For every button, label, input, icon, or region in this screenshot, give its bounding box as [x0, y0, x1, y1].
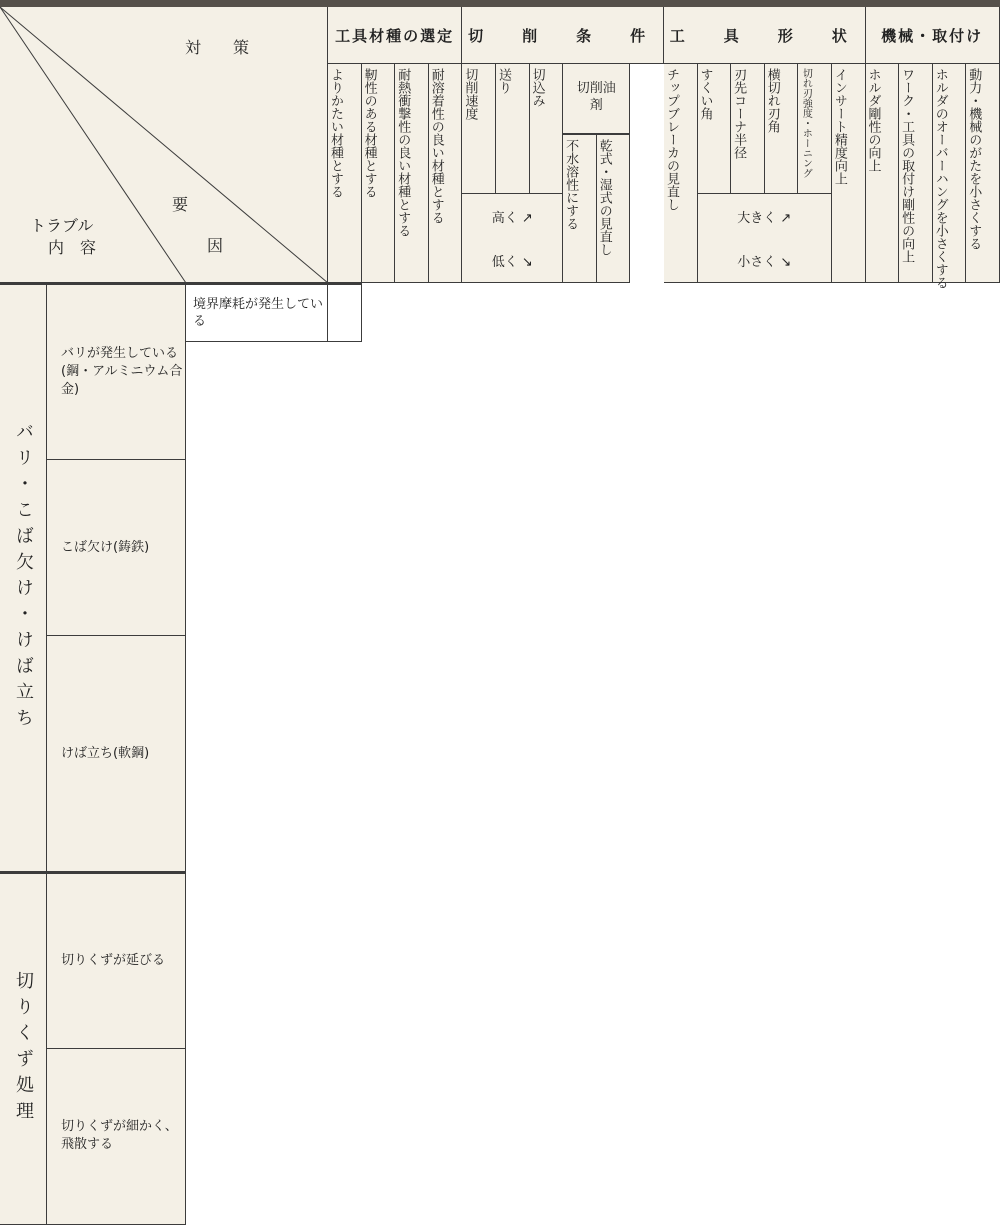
group-cell: [47, 636, 186, 872]
group-label: こば欠け(鋳鉄): [61, 539, 150, 555]
column-header: [362, 64, 396, 283]
category-label: 機械・取付け: [881, 26, 984, 45]
low-label: 低く ↘: [491, 254, 533, 270]
column-header: [765, 64, 799, 194]
column-header: [832, 64, 866, 283]
category-label: 工具材種の選定: [335, 26, 455, 45]
category-label: 工 具 形 状: [669, 26, 859, 45]
column-label: 切れ刃強度・ホーニング: [800, 68, 812, 178]
category-header: [462, 7, 664, 64]
group-cell: [47, 283, 186, 460]
group-cell: [47, 872, 186, 1049]
column-header: [328, 64, 362, 283]
column-header: [798, 64, 832, 194]
cause-cell: [186, 283, 328, 342]
trouble-cell: [0, 872, 47, 1225]
high-low-legend: [462, 194, 563, 283]
group-label: バリが発生している (鋼・アルミニウム合金): [61, 345, 183, 397]
small-label: 小さく ↘: [737, 254, 792, 270]
column-header: [866, 64, 900, 283]
category-header: [664, 7, 866, 64]
top-bar: [0, 0, 1000, 7]
group-cell: [47, 460, 186, 637]
column-header: [462, 64, 496, 194]
column-label: チップブレーカの見直し: [663, 68, 679, 211]
troubleshooting-table: [0, 7, 1000, 1225]
trouble-label: 切りくず処理: [13, 971, 34, 1128]
column-header: [698, 64, 732, 194]
big-label: 大きく ↗: [737, 210, 792, 226]
column-header: [731, 64, 765, 194]
mark-dot: [328, 283, 362, 342]
corner-youin2: 因: [207, 236, 224, 255]
corner-trouble: トラブル: [30, 216, 94, 235]
column-label: 動力・機械のがたを小さくする: [966, 68, 982, 250]
category-label: 切 削 条 件: [468, 26, 658, 45]
trouble-cell: [0, 283, 47, 872]
column-header: [496, 64, 530, 194]
column-label: ホルダ剛性の向上: [865, 68, 881, 172]
group-label: 切りくずが細かく、 飛散する: [61, 1119, 178, 1153]
corner-header: [0, 7, 328, 283]
corner-naiyou: 内 容: [48, 238, 97, 257]
group-label: けば立ち(軟鋼): [61, 745, 150, 761]
column-header: [530, 64, 564, 194]
column-label: 切込み: [529, 68, 545, 107]
column-label: ワーク・工具の取付け剛性の向上: [899, 68, 915, 263]
trouble-label: バリ・こば欠け・けば立ち: [13, 421, 34, 734]
column-label: ホルダのオーバーハングを小さくする: [932, 68, 948, 289]
category-header: [328, 7, 462, 64]
corner-youin1: 要: [172, 195, 189, 214]
big-small-legend: [698, 194, 832, 283]
category-header: [866, 7, 1000, 64]
column-label: 送り: [495, 68, 511, 94]
column-label: 横切れ刃角: [764, 68, 780, 133]
group-label: 切りくずが延びる: [61, 952, 166, 968]
column-label: 耐溶着性の良い材種とする: [428, 68, 444, 224]
corner-taisaku: 対 策: [185, 38, 250, 57]
column-label: よりかたい材種とする: [328, 68, 343, 198]
column-label: 乾式・湿式の見直し: [596, 139, 612, 256]
cause-label: 境界摩耗が発生している: [193, 296, 324, 329]
high-label: 高く ↗: [491, 210, 533, 226]
column-header: [395, 64, 429, 283]
column-label: 靭性のある材種とする: [361, 68, 377, 198]
column-header: [563, 64, 630, 134]
column-label: 切削油剤: [576, 81, 616, 113]
column-label: 不水溶性にする: [563, 139, 579, 230]
column-header: [664, 64, 698, 283]
column-label: 切削速度: [462, 68, 478, 120]
column-label: 刃先コーナ半径: [731, 68, 747, 159]
column-label: すくい角: [697, 68, 713, 120]
column-header: [899, 64, 933, 283]
column-header: [429, 64, 463, 283]
column-header: [966, 64, 1000, 283]
column-header: [563, 134, 597, 283]
column-label: インサート精度向上: [831, 68, 847, 185]
column-header: [932, 64, 967, 289]
group-cell: [47, 1049, 186, 1226]
column-label: 耐熱衝撃性の良い材種とする: [395, 68, 411, 237]
column-header: [597, 134, 631, 283]
